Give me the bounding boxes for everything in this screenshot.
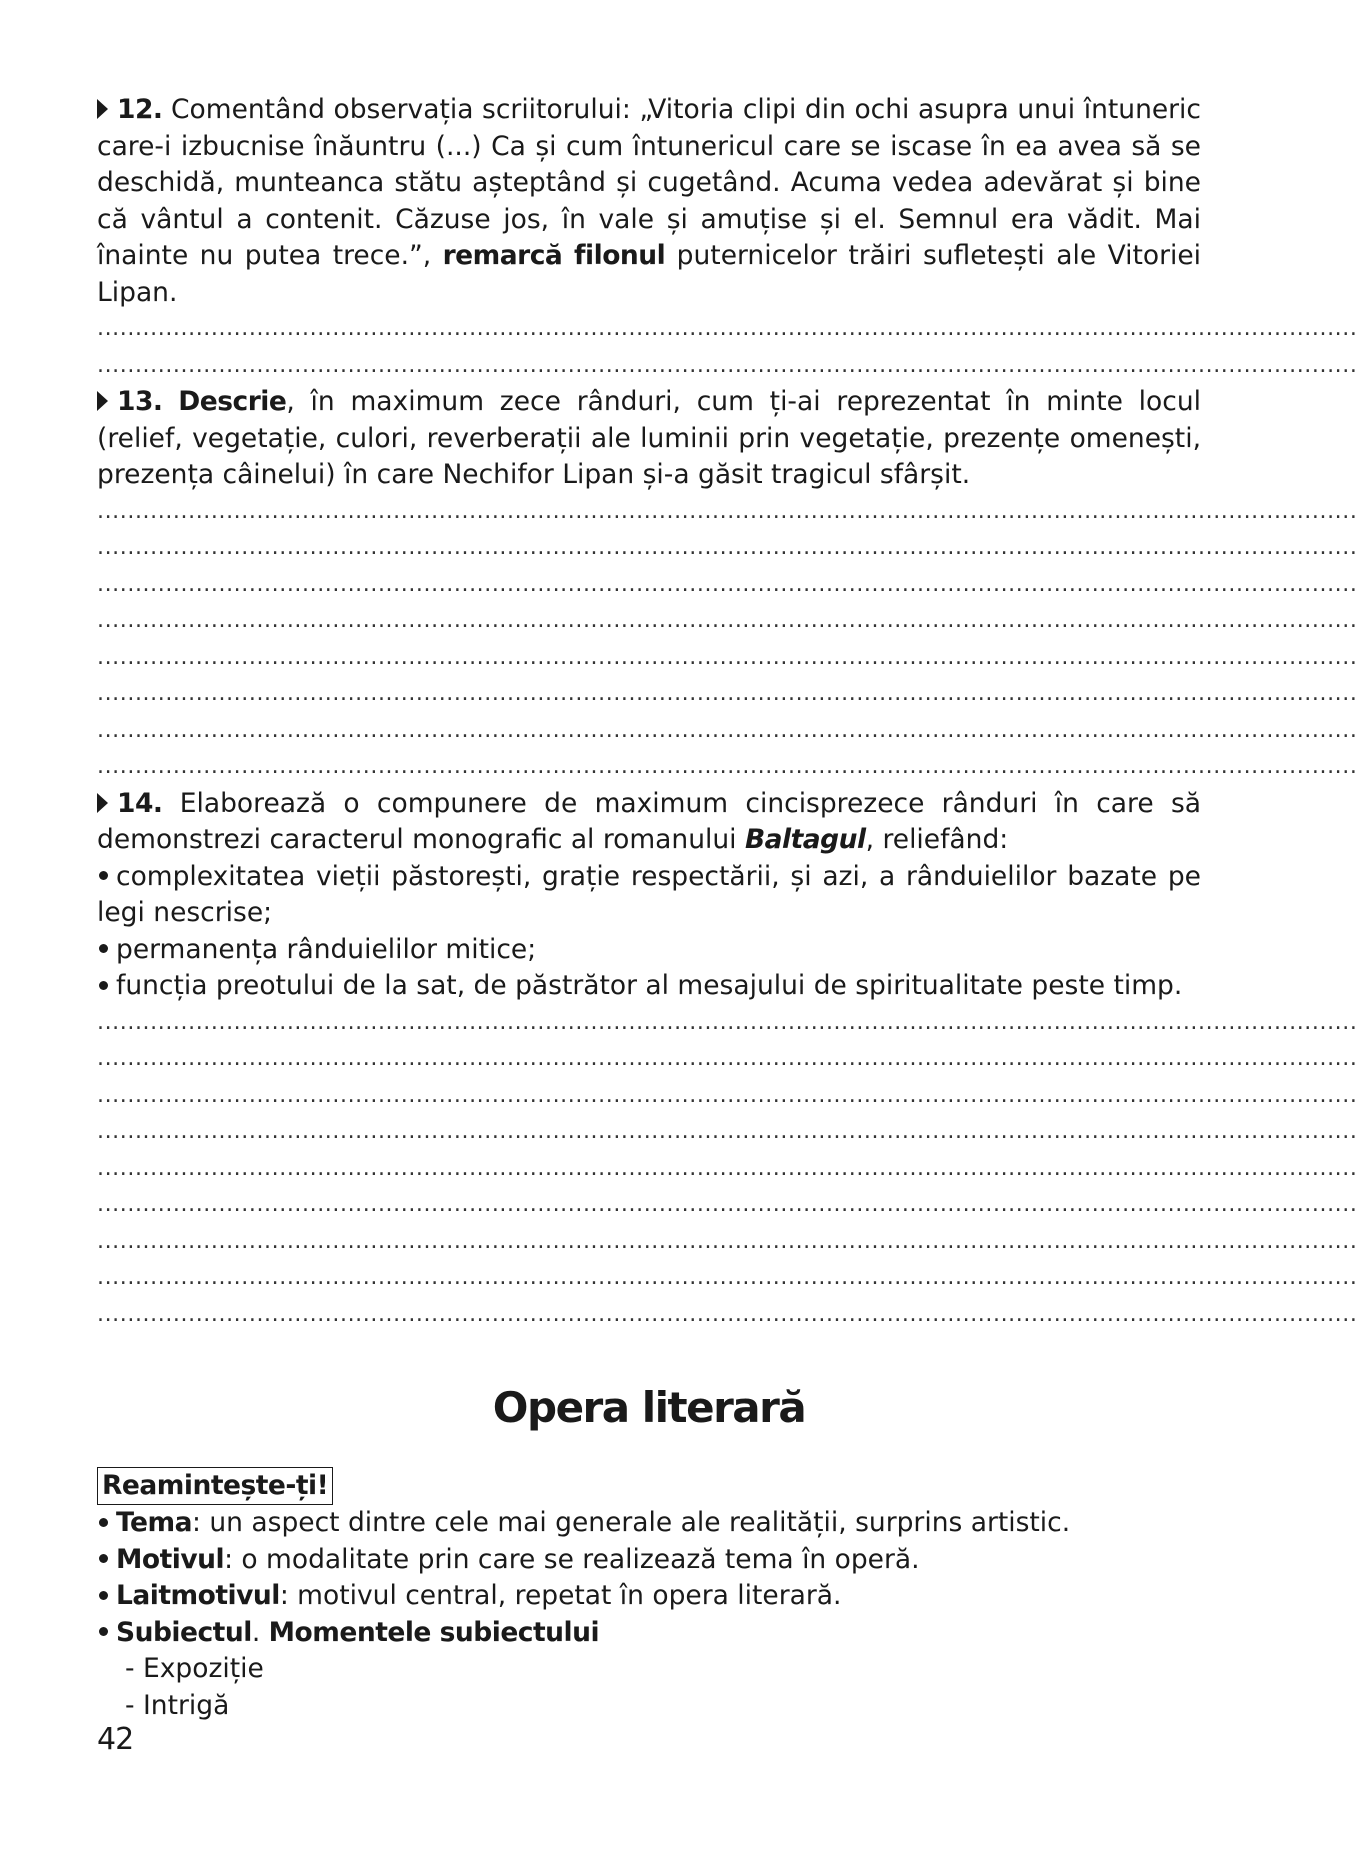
question-text: , reliefând: — [865, 824, 1009, 855]
triangle-bullet-icon — [97, 793, 108, 813]
answer-line[interactable]: ...................................................................................................................................................................... — [97, 1119, 1357, 1144]
answer-line[interactable]: ...................................................................................................................................................................... — [97, 498, 1357, 524]
answer-line[interactable]: ...................................................................................................................................................................... — [97, 316, 1357, 341]
question-text: Comentând observația scriitorului: „Vitoria clipi din ochi asupra unui întuneric care-i izbucnise înăuntru (...) Ca și cum întunericul care se iscase în ea avea să se deschidă, munteanca stătu așteptând și cugetând. Acuma vedea adevărat și bine că vântul a contenit. Căzuse jos, în vale și amuțise și el. Semnul era vădit. Mai înainte nu putea trece.”, — [97, 94, 1201, 271]
bullet-dot-icon — [99, 1591, 108, 1600]
question-text: puternicelor trăiri sufletești ale Vitoriei Lipan. — [97, 240, 1202, 308]
bullet-item: complexitatea vieții păstorești, grație respectării, și azi, a rânduielilor bazate pe legi nescrise; — [97, 860, 1201, 928]
reminder-label: Reamintește-ți! — [97, 1467, 333, 1505]
triangle-bullet-icon — [97, 391, 108, 411]
answer-line[interactable]: ...................................................................................................................................................................... — [97, 1228, 1357, 1254]
bullet-dot-icon — [99, 981, 108, 990]
page-number: 42 — [97, 1722, 134, 1757]
reminder-subitem: - Expoziție — [125, 1653, 264, 1684]
question-12 — [97, 92, 1201, 311]
answer-line[interactable]: ...................................................................................................................................................................... — [97, 1046, 1357, 1071]
novel-title: Baltagul — [744, 824, 866, 855]
answer-line[interactable]: ...................................................................................................................................................................... — [97, 644, 1357, 670]
answer-line[interactable]: ...................................................................................................................................................................... — [97, 1301, 1357, 1327]
answer-line[interactable]: ...................................................................................................................................................................... — [97, 608, 1357, 633]
answer-line[interactable]: ...................................................................................................................................................................... — [97, 1082, 1357, 1108]
bullet-dot-icon — [99, 1554, 108, 1563]
answer-line[interactable]: ...................................................................................................................................................................... — [97, 1192, 1357, 1217]
answer-line[interactable]: ...................................................................................................................................................................... — [97, 1009, 1357, 1035]
question-13 — [97, 384, 1201, 494]
answer-line[interactable]: ...................................................................................................................................................................... — [97, 535, 1357, 560]
question-keyword: Descrie — [178, 386, 287, 417]
bullet-item: permanența rânduielilor mitice; — [97, 932, 1201, 969]
reminder-item: Laitmotivul: motivul central, repetat în opera literară. — [97, 1578, 1201, 1615]
answer-line[interactable]: ...................................................................................................................................................................... — [97, 1265, 1357, 1290]
triangle-bullet-icon — [97, 99, 108, 119]
bullet-item: funcția preotului de la sat, de păstrător al mesajului de spiritualitate peste timp. — [97, 968, 1201, 1005]
reminder-section — [97, 1467, 1201, 1724]
bullet-dot-icon — [99, 871, 108, 880]
answer-line[interactable]: ...................................................................................................................................................................... — [97, 681, 1357, 706]
bullet-dot-icon — [99, 1518, 108, 1527]
bullet-dot-icon — [99, 1627, 108, 1636]
answer-line[interactable]: ...................................................................................................................................................................... — [97, 1155, 1357, 1181]
question-number: 12. — [117, 94, 163, 125]
section-title: Opera literară — [492, 1383, 806, 1432]
question-keyword: remarcă filonul — [442, 240, 666, 271]
question-text: , în maximum zece rânduri, cum ți-ai reprezentat în minte locul (relief, vegetație, culori, reverberații ale luminii prin vegetație, prezențe omenești, prezența câinelui) în care Nechifor Lipan și-a găsit tragicul sfârșit. — [97, 386, 1201, 490]
question-number: 13. — [117, 386, 163, 417]
question-14 — [97, 786, 1201, 859]
reminder-item: Subiectul. Momentele subiectului — [97, 1615, 1201, 1652]
answer-line[interactable]: ...................................................................................................................................................................... — [97, 352, 1357, 378]
page-content — [97, 92, 1357, 1724]
answer-line[interactable]: ...................................................................................................................................................................... — [97, 754, 1357, 779]
reminder-item: Motivul: o modalitate prin care se realizează tema în operă. — [97, 1542, 1201, 1579]
answer-line[interactable]: ...................................................................................................................................................................... — [97, 717, 1357, 743]
reminder-item: Tema: un aspect dintre cele mai generale ale realității, surprins artistic. — [97, 1505, 1201, 1542]
answer-line[interactable]: ...................................................................................................................................................................... — [97, 571, 1357, 597]
question-number: 14. — [117, 787, 163, 819]
question-text: Elaborează o compunere de maximum cincisprezece rânduri în care să demonstrezi caracterul monografic al romanului — [97, 787, 1201, 855]
bullet-dot-icon — [99, 944, 108, 953]
reminder-subitem: - Intrigă — [125, 1689, 230, 1721]
